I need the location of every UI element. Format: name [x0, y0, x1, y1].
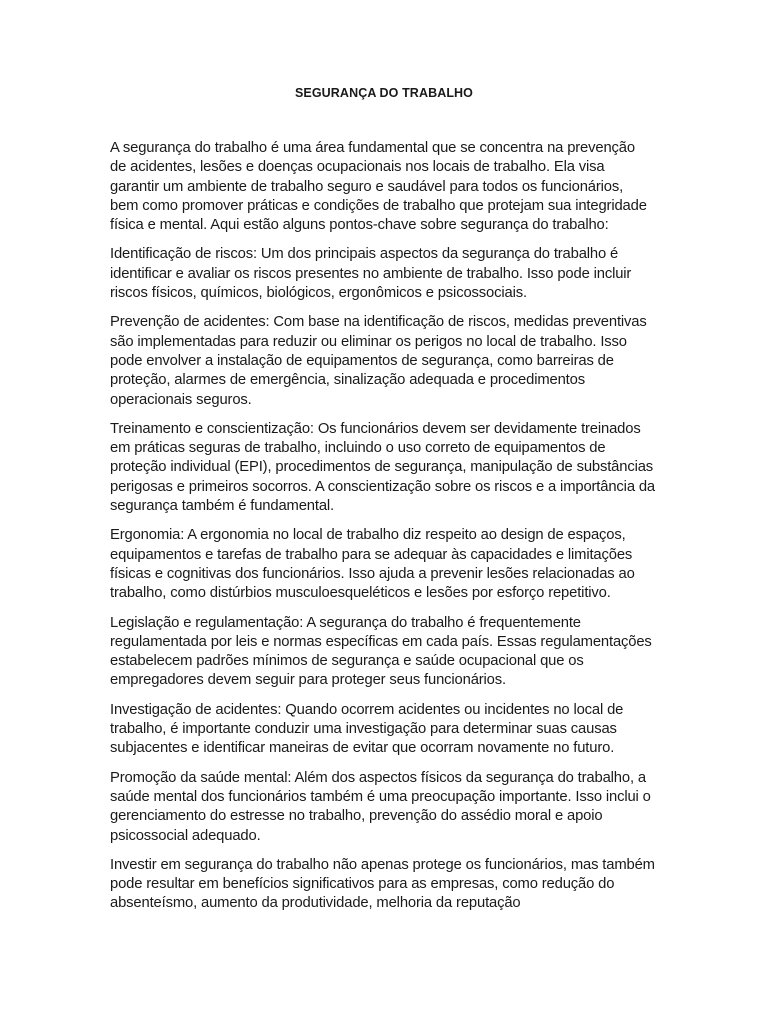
paragraph-legislacao: Legislação e regulamentação: A segurança do trabalho é frequentemente regulamentada por leis e normas específicas em cada país. Essas regulamentações estabelecem padrões mínimos de segurança e saúde ocupacional que os empregadores devem seguir para proteger seus funcionários. [110, 614, 652, 689]
paragraph-ergonomia: Ergonomia: A ergonomia no local de trabalho diz respeito ao design de espaços, equipamentos e tarefas de trabalho para se adequar às capacidades e limitações físicas e cognitivas dos funcionários. Isso ajuda a prevenir lesões relacionadas ao trabalho, como distúrbios musculoesqueléticos e lesões por esforço repetitivo. [110, 527, 635, 602]
document-title: SEGURANÇA DO TRABALHO [294, 86, 474, 100]
paragraph-identificacao-riscos: Identificação de riscos: Um dos principais aspectos da segurança do trabalho é identificar e avaliar os riscos presentes no ambiente de trabalho. Isso pode incluir riscos físicos, químicos, biológicos, ergonômicos e psicossociais. [110, 246, 632, 302]
paragraph-prevencao-acidentes: Prevenção de acidentes: Com base na identificação de riscos, medidas preventivas são implementadas para reduzir ou eliminar os perigos no local de trabalho. Isso pode envolver a instalação de equipamentos de segurança, como barreiras de proteção, alarmes de emergência, sinalização adequada e procedimentos operacionais seguros. [110, 314, 647, 408]
paragraph-saude-mental: Promoção da saúde mental: Além dos aspectos físicos da segurança do trabalho, a saúde mental dos funcionários também é uma preocupação importante. Isso inclui o gerenciamento do estresse no trabalho, prevenção do assédio moral e apoio psicossocial adequado. [110, 769, 651, 844]
paragraph-intro: A segurança do trabalho é uma área fundamental que se concentra na prevenção de acidentes, lesões e doenças ocupacionais nos locais de trabalho. Ela visa garantir um ambiente de trabalho seguro e saudável para todos os funcionários, bem como promover práticas e condições de trabalho que protejam sua integridade física e mental. Aqui estão alguns pontos-chave sobre segurança do trabalho: [110, 140, 647, 234]
paragraph-investigacao: Investigação de acidentes: Quando ocorrem acidentes ou incidentes no local de trabalho, é importante conduzir uma investigação para determinar suas causas subjacentes e identificar maneiras de evitar que ocorram novamente no futuro. [110, 701, 624, 757]
document-body [110, 139, 655, 914]
paragraph-investir: Investir em segurança do trabalho não apenas protege os funcionários, mas também pode resultar em benefícios significativos para as empresas, como redução do absenteísmo, aumento da produtividade, melhoria da reputação [110, 856, 655, 912]
paragraph-treinamento: Treinamento e conscientização: Os funcionários devem ser devidamente treinados em práticas seguras de trabalho, incluindo o uso correto de equipamentos de proteção individual (EPI), procedimentos de segurança, manipulação de substâncias perigosas e primeiros socorros. A conscientização sobre os riscos e a importância da segurança também é fundamental. [110, 420, 656, 515]
